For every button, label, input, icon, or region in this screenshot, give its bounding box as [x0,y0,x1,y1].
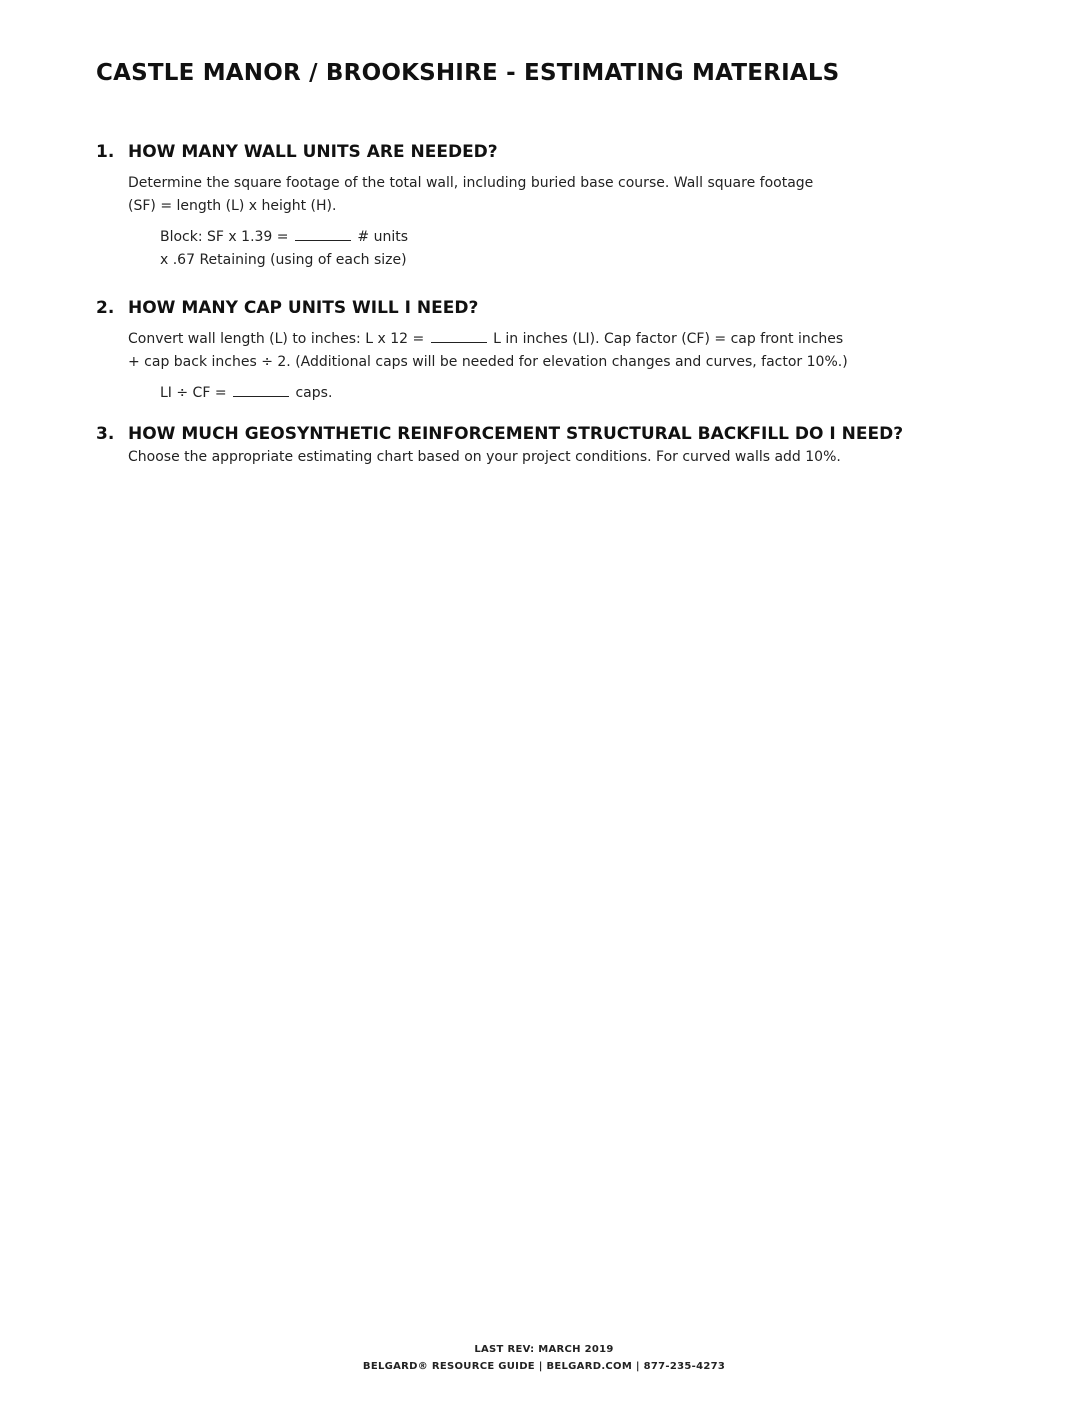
page-title: CASTLE MANOR / BROOKSHIRE - ESTIMATING MATERIALS [96,60,840,86]
body-line: (SF) = length (L) x height (H). [128,198,337,214]
footer-contact: BELGARD® RESOURCE GUIDE | BELGARD.COM | 877-235-4273 [362,1361,726,1372]
formula-line [160,382,996,405]
section-number: 2. [96,298,115,318]
section-number: 3. [96,424,115,444]
body-suffix: L in inches (LI). Cap factor (CF) = cap front inches [493,331,844,347]
footer-revision: LAST REV: MARCH 2019 [474,1344,614,1355]
blank-field [295,228,351,241]
body-prefix: Convert wall length (L) to inches: L x 12 = [128,331,425,347]
body-line [128,328,996,351]
formula-prefix: LI ÷ CF = [160,385,227,401]
section-number: 1. [96,142,115,162]
body-line: Choose the appropriate estimating chart based on your project conditions. For curved walls add 10%. [128,449,841,465]
section-wall-units [96,142,996,272]
formula-block [160,382,996,405]
formula-suffix: caps. [295,385,333,401]
section-heading [96,424,996,444]
formula-block [160,226,996,272]
formula-line: x .67 Retaining (using of each size) [160,252,407,268]
section-body [128,328,996,374]
section-heading [96,142,996,162]
section-heading [96,298,996,318]
body-line: Determine the square footage of the total wall, including buried base course. Wall square footage [128,175,814,191]
body-line: + cap back inches ÷ 2. (Additional caps will be needed for elevation changes and curves, factor 10%.) [128,354,848,370]
blank-field [431,330,487,343]
section-title: HOW MUCH GEOSYNTHETIC REINFORCEMENT STRUCTURAL BACKFILL DO I NEED? [128,424,904,444]
formula-line [160,226,996,249]
blank-field [233,384,289,397]
formula-suffix: # units [357,229,409,245]
section-body [128,172,996,218]
formula-prefix: Block: SF x 1.39 = [160,229,289,245]
section-cap-units [96,298,996,405]
section-body [128,446,996,469]
section-title: HOW MANY WALL UNITS ARE NEEDED? [128,142,498,162]
section-geosynthetic [96,424,996,469]
section-title: HOW MANY CAP UNITS WILL I NEED? [128,298,479,318]
